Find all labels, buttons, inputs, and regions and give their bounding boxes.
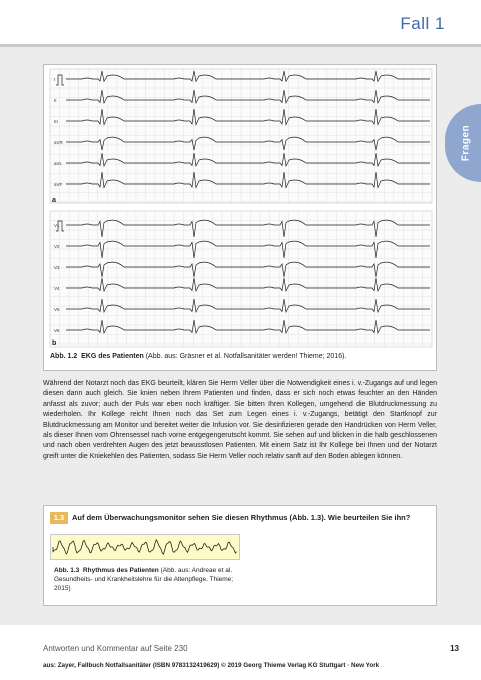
lead-label-v4: V4 — [54, 286, 60, 291]
source-line: aus: Zayer, Fallbuch Notfallsanitäter (ISBN 9783132419629) © 2019 Georg Thieme Verlag KG Stuttgart · New York — [43, 662, 380, 669]
rhythm-caption — [54, 566, 234, 593]
lead-label-ii: II — [54, 98, 57, 103]
question-box — [43, 505, 437, 606]
lead-label-avr: aVR — [54, 140, 63, 145]
figure-caption-label: Abb. 1.2 — [50, 353, 78, 360]
rhythm-strip — [50, 534, 240, 560]
lead-label-avl: aVL — [54, 161, 63, 166]
side-tab-label: Fragen — [460, 124, 472, 162]
question-row — [50, 512, 432, 524]
rhythm-caption-source: (Abb. aus: Andreae et al. Gesundheits- und Krankheitslehre für die Altenpflege. Thieme; 2015) — [54, 567, 234, 592]
lead-label-iii: III — [54, 119, 58, 124]
rhythm-caption-label: Abb. 1.3 — [54, 567, 80, 574]
case-body-text: Während der Notarzt noch das EKG beurteilt, klären Sie Herrn Veller über die Notwendigkeit eines i. v.-Zugangs auf und legen diesen dann auch gleich. Sie knien neben Ihrem Patienten und finden, dass er sich noch etwas feuchter an den Händen anfasst als zuvor; auch der Puls war eben noch kräftiger. Sie bitten Ihren Kollegen, umgehend die Blutdruckmessung zu wiederholen. Ihr Kollege reicht Ihnen noch das Set zum Legen eines i. v.-Zugangs, betätigt den Startknopf zur Blutdruckmessung am Monitor und bereitet weiter die Infusion vor. Sie desinfizieren gerade den Handrücken von Herrn Veller, als dieser Ihnen vom Ohrensessel nach vorne entgegengerutscht kommt. Sie sehen auf und blicken in die halb geschlossenen und nach oben verdrehten Augen des jetzt bewusstlosen Patienten. Mit einem Satz ist Ihr Kollege bei Ihnen und der Notarzt greift unter die Kniekehlen des Patienten, sodass Sie Herrn Veller noch relativ sanft auf den Boden ablegen können. — [43, 380, 437, 460]
ecg-figure — [43, 64, 437, 371]
lead-label-v2: V2 — [54, 244, 60, 249]
ecg-graphic — [44, 65, 436, 349]
lead-label-v1: V1 — [54, 223, 60, 228]
figure-caption-title: EKG des Patienten — [81, 353, 144, 360]
panel-b-label: b — [52, 340, 57, 347]
page-header — [0, 0, 481, 42]
rhythm-trace — [51, 535, 239, 559]
panel-a-label: a — [52, 197, 56, 204]
figure-caption — [50, 353, 346, 360]
rhythm-caption-title: Rhythmus des Patienten — [82, 567, 159, 574]
figure-caption-source: (Abb. aus: Gräsner et al. Notfallsanitäter werden! Thieme; 2016). — [145, 353, 347, 360]
question-text: Auf dem Überwachungsmonitor sehen Sie diesen Rhythmus (Abb. 1.3). Wie beurteilen Sie ihn? — [72, 513, 411, 522]
lead-label-v6: V6 — [54, 328, 60, 333]
lead-label-avf: aVF — [54, 182, 63, 187]
question-number-badge: 1.3 — [50, 512, 68, 524]
case-title: Fall 1 — [400, 14, 445, 33]
lead-label-v5: V5 — [54, 307, 60, 312]
answers-reference: Antworten und Kommentar auf Seite 230 — [43, 644, 188, 653]
lead-label-v3: V3 — [54, 265, 60, 270]
page-number: 13 — [450, 644, 459, 653]
lead-label-i: I — [54, 77, 56, 82]
